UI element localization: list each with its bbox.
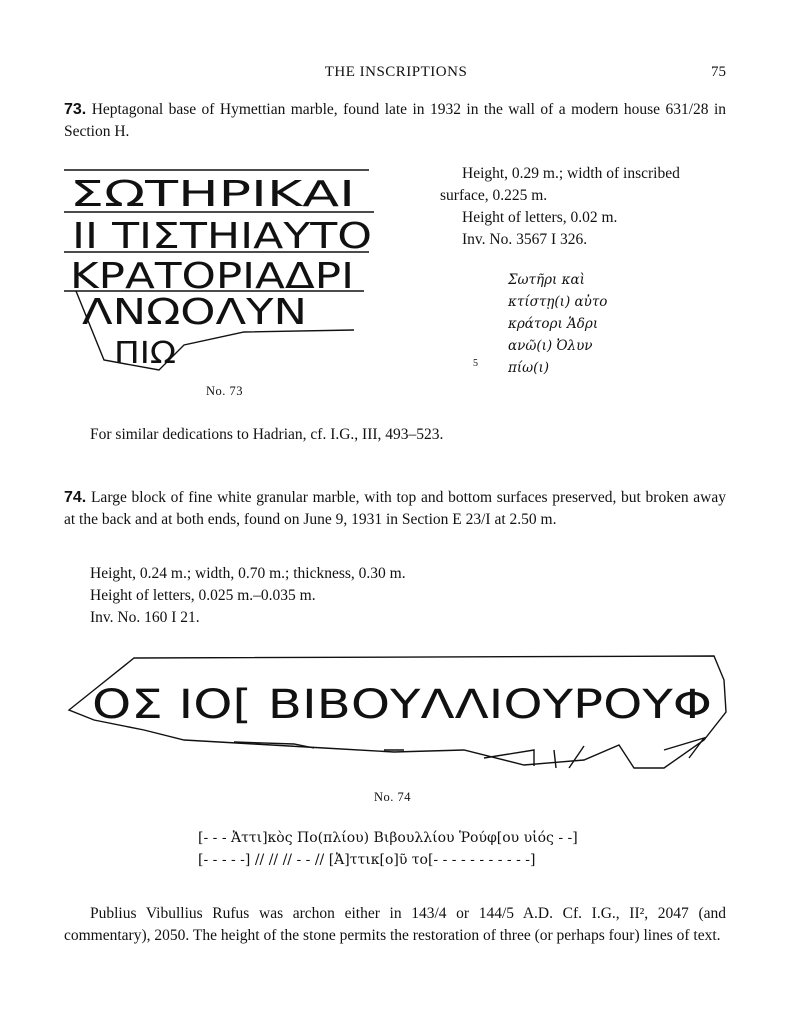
trans-73-line-4: ανῶ(ι) Ὀλυν [508,338,593,354]
trans-73-line-3: κράτορι Ἁδρι [508,316,599,332]
entry-73-note: For similar dedications to Hadrian, cf. I.G., III, 493–523. [90,426,444,443]
meas-74-line-1: Height, 0.24 m.; width, 0.70 m.; thickness, 0.30 m. [90,565,406,582]
trans-73-line-2: κτίστῃ(ι) αὐτο [508,294,608,310]
meas-73-line-3: Height of letters, 0.02 m. [462,209,618,226]
entry-74-measurements [90,563,406,629]
entry-74-caption: No. 74 [374,790,412,804]
entry-74-text: Large block of fine white granular marble, with top and bottom surfaces preserved, but broken away at the back and at both ends, found on June 9, 1931 in Section E 23/I at 2.50 m. [64,489,726,528]
entry-73-measurements [440,163,740,251]
entry-74-description [64,487,726,531]
meas-73-line-2: surface, 0.225 m. [440,187,548,204]
entry-74-number: 74. [64,489,87,506]
entry-73-text: Heptagonal base of Hymettian marble, found late in 1932 in the wall of a modern house 631/28 in Section H. [64,101,726,140]
meas-73-line-4: Inv. No. 3567 I 326. [462,231,588,248]
running-title: THE INSCRIPTIONS [324,64,468,80]
entry-74-drawing [64,650,734,780]
meas-73-line-1: Height, 0.29 m.; width of inscribed [462,165,680,182]
entry-73-description [64,99,726,143]
drawing-73-line-2: ΙΙ ΤΙΣΤΗΙΑΥΤΟ [72,216,372,257]
page-number: 75 [711,64,726,80]
entry-74-transcription [198,827,578,871]
entry-73-drawing [64,160,384,380]
drawing-73-line-5: ΠΙΩ [114,336,176,371]
trans-74-line-2: [- - - - -] // // // - - // [Ἀ]ττικ[ο]ῦ το[- - - - - - - - - - -] [198,852,536,868]
meas-74-line-2: Height of letters, 0.025 m.–0.035 m. [90,587,316,604]
drawing-73-line-1: ΣΩΤΗΡΙΚΑΙ [70,174,355,215]
trans-73-line-1: Σωτῆρι καὶ [508,272,585,288]
meas-74-line-3: Inv. No. 160 I 21. [90,609,200,626]
drawing-74-text: ΟΣ ΙΟ[ ΒΙΒΟΥΛΛΙΟΥΡΟΥΦ [92,682,712,728]
entry-73-number: 73. [64,101,87,118]
drawing-73-line-4: ΛΝΩΟΛΥΝ [82,292,307,333]
entry-73-caption: No. 73 [206,384,244,398]
drawing-73-line-3: ΚΡΑΤΟΡΙΑΔΡΙ [70,256,354,297]
entry-74-commentary: Publius Vibullius Rufus was archon either in 143/4 or 144/5 A.D. Cf. I.G., II², 2047 (and commentary), 2050. The height of the stone permits the restoration of three (or perhaps four) lines of text. [64,905,726,944]
entry-73-transcription [508,269,607,379]
line-number-marker: 5 [473,358,478,369]
trans-73-line-5: πίω(ι) [508,360,550,376]
trans-74-line-1: [- - - Ἀττι]κὸς Πο(πλίου) Βιβουλλίου Ῥούφ[ου υἱός - -] [198,830,578,846]
